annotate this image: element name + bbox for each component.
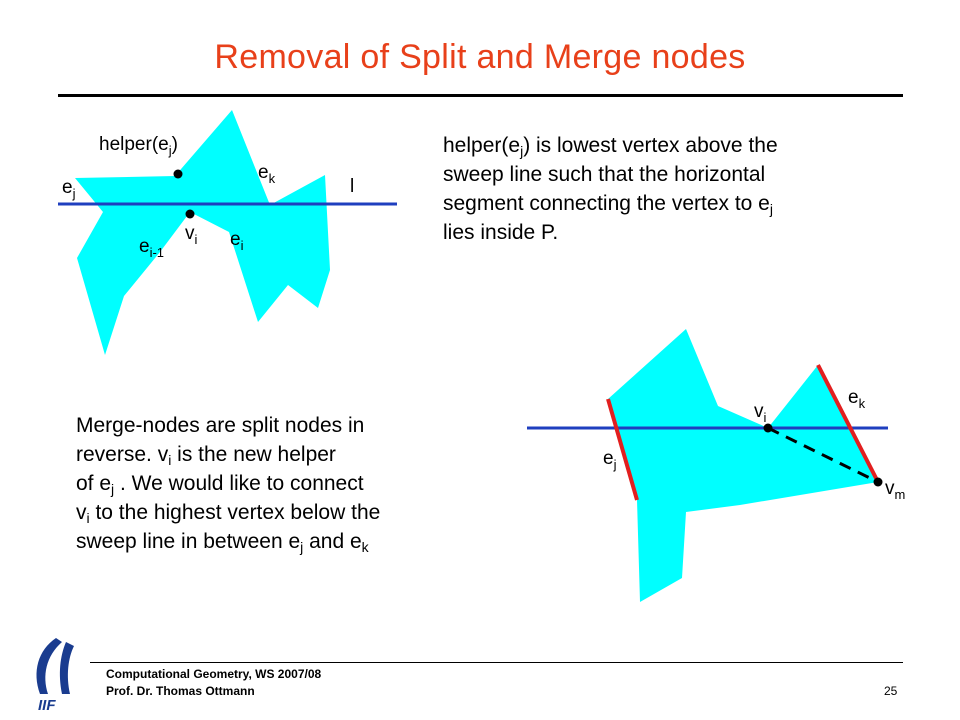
merge-nodes-text: Merge-nodes are split nodes in reverse. $v_i$ is the new helper of $e_j$ . We would like to connect $v_i$ to the highest vertex below the sweep line in between $e_j$ and $e_k$: [76, 414, 381, 555]
iif-logo: [26, 632, 88, 712]
slide-title: Removal of Split and Merge nodes: [214, 38, 746, 76]
ej-label-bottom: $e_j$: [603, 448, 617, 472]
polygon-p-bottom: [608, 329, 878, 602]
ei-minus-1-label: $e_{i-1}$: [139, 236, 165, 260]
vi-vertex-dot-top: [186, 210, 195, 219]
author-name: Prof. Dr. Thomas Ottmann: [106, 684, 255, 698]
page-number: 25: [884, 684, 898, 698]
vm-label: $v_m$: [885, 478, 906, 502]
course-name: Computational Geometry, WS 2007/08: [106, 667, 322, 681]
ek-label-bottom: $e_k$: [848, 387, 866, 411]
sweep-line-label: l: [350, 176, 355, 197]
logo-text: IIF: [38, 697, 56, 712]
helper-vertex-dot: [174, 170, 183, 179]
footer-divider: [90, 662, 903, 663]
ek-label-top: $e_k$: [258, 162, 276, 186]
vi-label-top: $v_i$: [185, 223, 198, 247]
ej-label-top: $e_j$: [62, 177, 76, 201]
helper-definition-text: $helper(e_j)$ is lowest vertex above the sweep line such that the horizontal segment connecting the vertex to $e_j$ lies inside P.: [443, 134, 778, 244]
ei-label: $e_i$: [230, 229, 244, 253]
vm-vertex-dot: [874, 478, 883, 487]
vi-label-bottom: $v_i$: [754, 401, 767, 425]
helper-label: $helper(e_j)$: [99, 134, 178, 158]
